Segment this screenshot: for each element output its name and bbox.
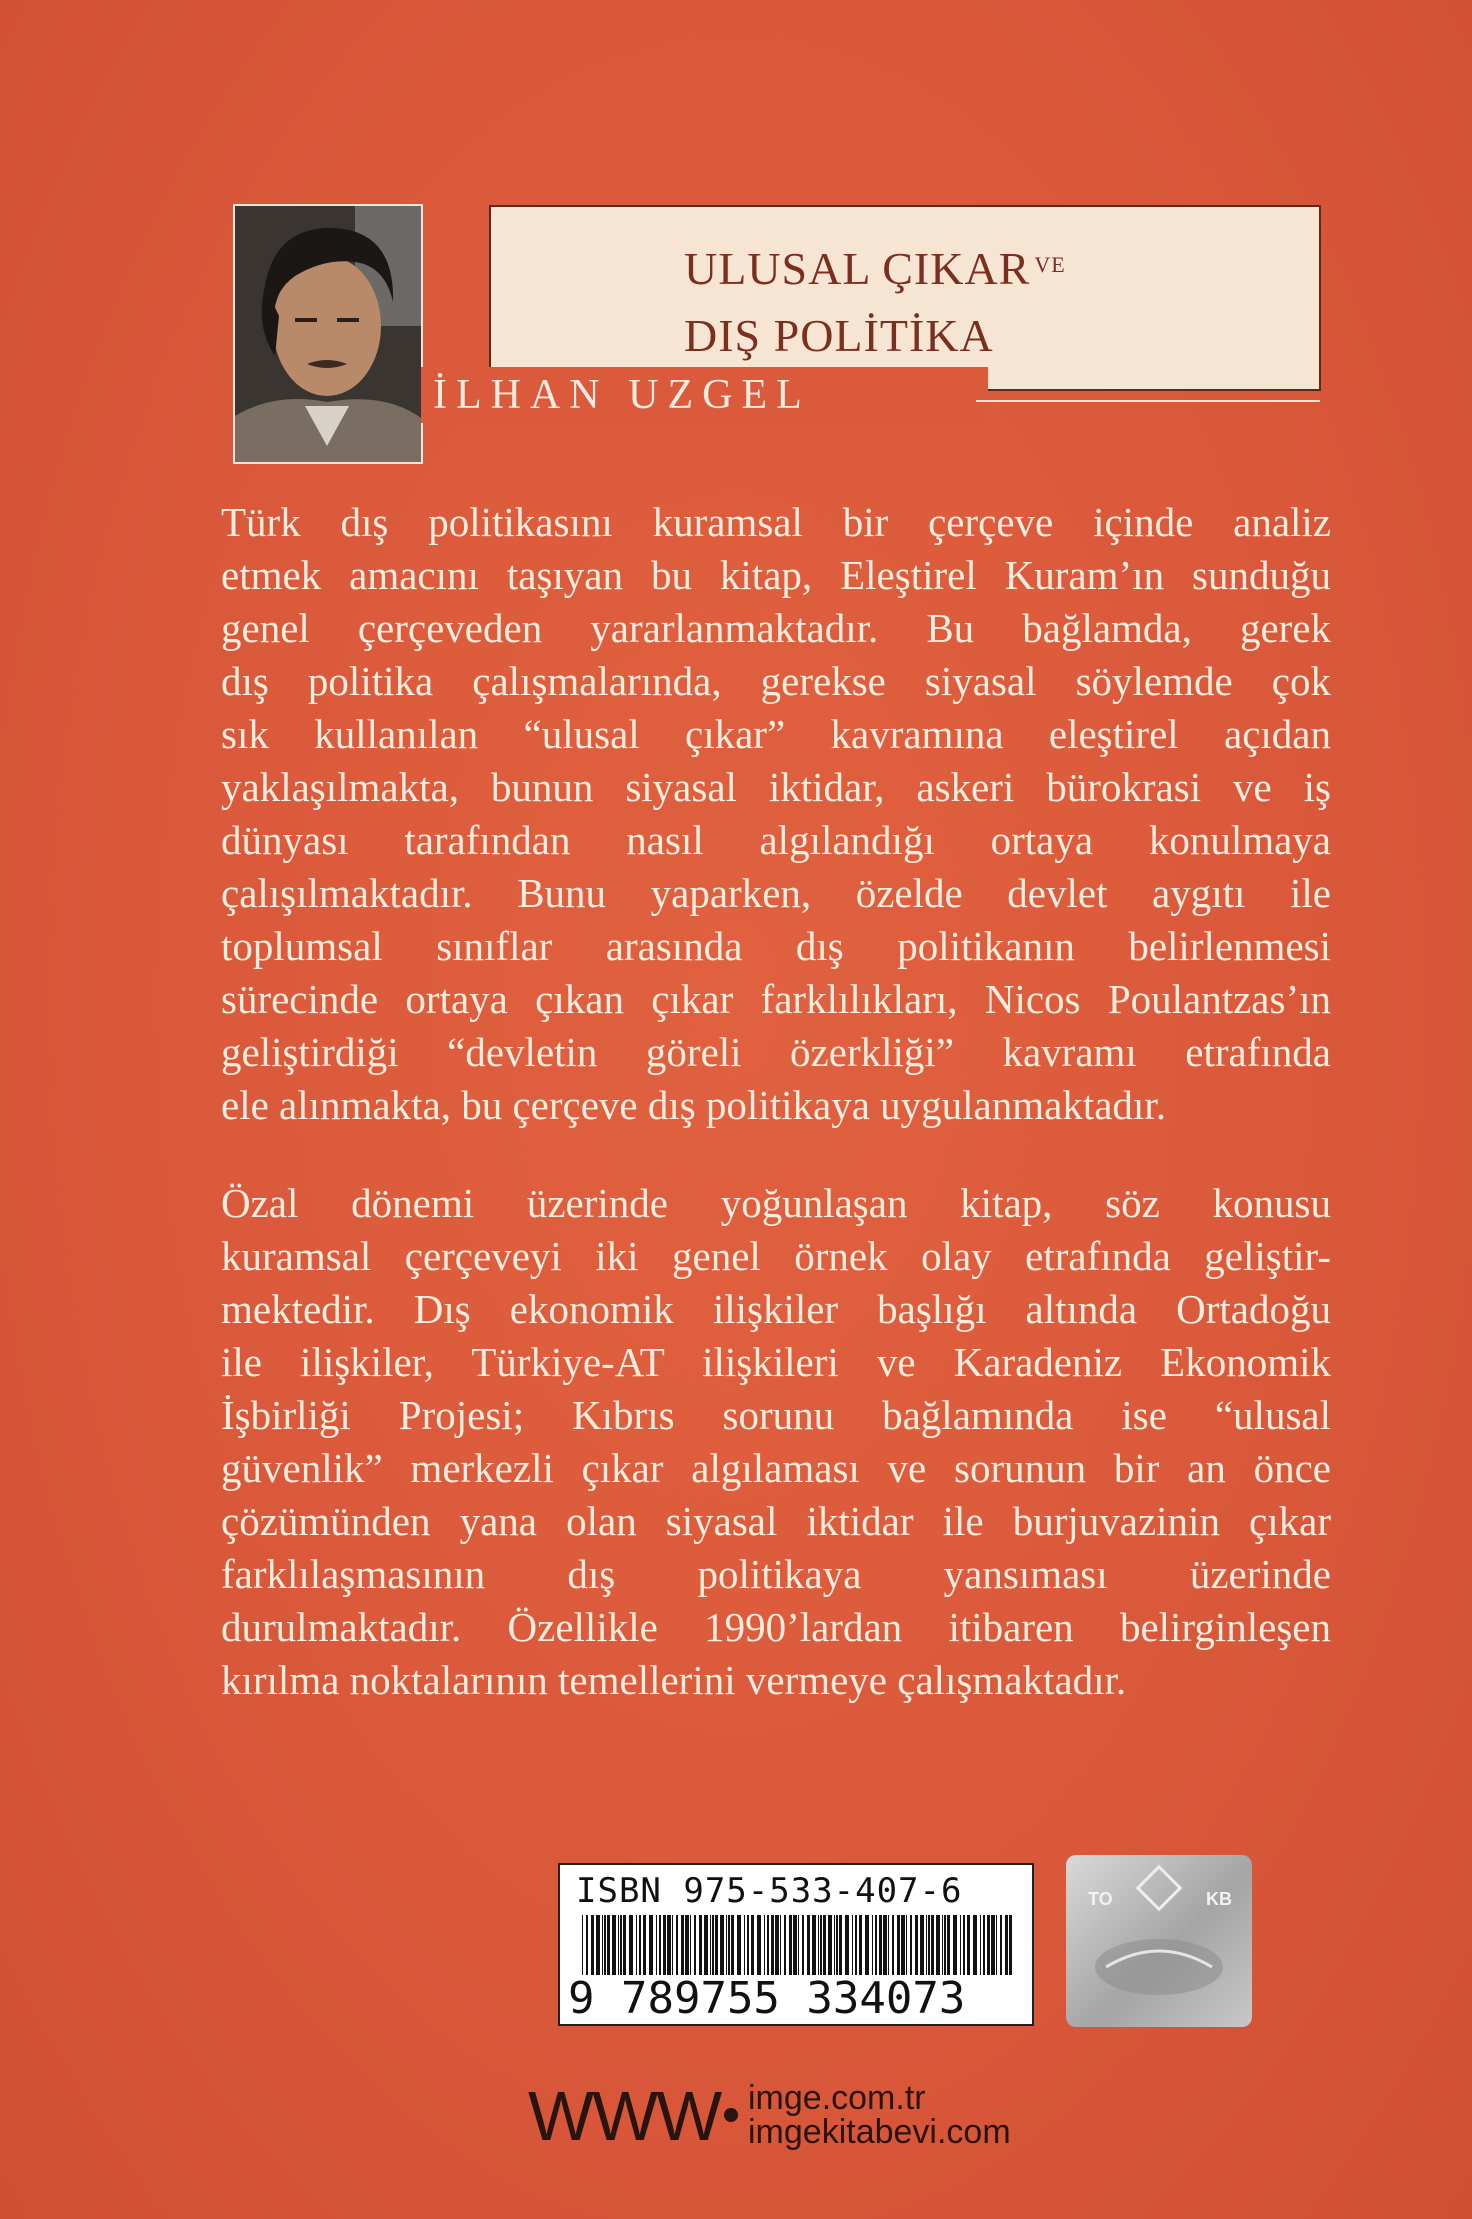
title-box <box>489 205 1321 391</box>
barcode-bar <box>915 1915 918 1975</box>
text-line: güvenlik” merkezli çıkar algılaması ve sorunun bir an önce <box>221 1445 1331 1491</box>
barcode-bar <box>883 1915 887 1975</box>
www-text: WWW <box>528 2077 721 2155</box>
barcode-bar <box>618 1915 619 1975</box>
barcode-bar <box>731 1915 734 1975</box>
barcode-bar <box>942 1915 943 1975</box>
barcode-bar <box>926 1915 927 1975</box>
barcode-bar <box>836 1915 838 1975</box>
barcode-bar <box>928 1915 930 1975</box>
barcode-bar <box>852 1915 853 1975</box>
text-line: sık kullanılan “ulusal çıkar” kavramına eleştirel açıdan <box>221 711 1331 757</box>
barcode-bar <box>963 1915 965 1975</box>
barcode-bar <box>812 1915 816 1975</box>
barcode-bar <box>879 1915 882 1975</box>
barcode-bar <box>996 1915 997 1975</box>
hologram-sticker <box>1066 1855 1252 2027</box>
barcode-bar <box>764 1915 765 1975</box>
barcode-bar <box>798 1915 799 1975</box>
barcode-bar <box>694 1915 696 1975</box>
barcode-bar <box>639 1915 641 1975</box>
barcode-bar <box>802 1915 804 1975</box>
barcode-bar <box>607 1915 610 1975</box>
website-url-1[interactable]: imge.com.tr <box>748 2079 926 2117</box>
text-line: farklılaşmasının dış politikaya yansıması üzerinde <box>221 1551 1331 1597</box>
barcode-bar <box>582 1915 583 1975</box>
barcode-bar <box>875 1915 877 1975</box>
text-line: ile ilişkiler, Türkiye-AT ilişkileri ve Karadeniz Ekonomik <box>221 1339 1331 1385</box>
barcode-bar <box>623 1915 626 1975</box>
barcode-bar <box>980 1915 981 1975</box>
barcode-bar <box>967 1915 970 1975</box>
barcode-bar <box>855 1915 857 1975</box>
barcode-bar <box>953 1915 957 1975</box>
barcode-bar <box>823 1915 826 1975</box>
barcode-bar <box>780 1915 781 1975</box>
isbn-label: ISBN 975-533-407-6 <box>576 1871 963 1911</box>
description-paragraph-1 <box>221 496 1331 1132</box>
text-line: toplumsal sınıflar arasında dış politikanın belirlenmesi <box>221 923 1331 969</box>
barcode-bar <box>834 1915 835 1975</box>
text-line: çözümünden yana olan siyasal iktidar ile burjuvazinin çıkar <box>221 1498 1331 1544</box>
text-line: dış politika çalışmalarında, gerekse siyasal söylemde çok <box>221 658 1331 704</box>
text-line: dünyası tarafından nasıl algılandığı ortaya konulmaya <box>221 817 1331 863</box>
barcode-bar <box>676 1915 678 1975</box>
barcode-bar <box>910 1915 912 1975</box>
barcode-bar <box>744 1915 745 1975</box>
barcode-bar <box>960 1915 961 1975</box>
barcode-bar <box>897 1915 900 1975</box>
barcode-bar <box>771 1915 774 1975</box>
barcode-bar <box>604 1915 606 1975</box>
barcode-bar <box>672 1915 673 1975</box>
barcode-bar <box>936 1915 940 1975</box>
barcode-bar <box>656 1915 657 1975</box>
barcode-bar <box>663 1915 666 1975</box>
title-ve: VE <box>1034 252 1066 277</box>
barcode-bar <box>793 1915 797 1975</box>
barcode-bar <box>620 1915 622 1975</box>
text-line: geliştirdiği “devletin göreli özerkliği” kavramı etrafında <box>221 1029 1331 1075</box>
barcode-bar <box>872 1915 873 1975</box>
isbn-barcode <box>558 1863 1034 2026</box>
author-divider <box>976 400 1320 402</box>
barcode-bar <box>710 1915 711 1975</box>
barcode-bar <box>712 1915 714 1975</box>
text-line: mektedir. Dış ekonomik ilişkiler başlığı altında Ortadoğu <box>221 1286 1331 1332</box>
barcode-bar <box>659 1915 661 1975</box>
barcode-bar <box>699 1915 702 1975</box>
barcode-bar <box>629 1915 633 1975</box>
text-line: genel çerçeveden yararlanmaktadır. Bu bağlamda, gerek <box>221 605 1331 651</box>
barcode-bar <box>636 1915 637 1975</box>
barcode-bar <box>602 1915 603 1975</box>
author-photo <box>233 204 423 464</box>
barcode-bar <box>767 1915 769 1975</box>
text-line: etmek amacını taşıyan bu kitap, Eleştirel Kuram’ın sunduğu <box>221 552 1331 598</box>
hologram-emblem-icon <box>1066 1855 1252 2027</box>
ean-number: 9 789755 334073 <box>568 1973 966 2024</box>
text-line: yaklaşılmakta, bunun siyasal iktidar, askeri bürokrasi ve iş <box>221 764 1331 810</box>
text-line: Türk dış politikasını kuramsal bir çerçeve içinde analiz <box>221 499 1331 545</box>
text-line: ele alınmakta, bu çerçeve dış politikaya uygulanmaktadır. <box>221 1082 1166 1128</box>
author-portrait-image <box>235 206 421 462</box>
barcode-bar <box>775 1915 779 1975</box>
hologram-text-left: TO <box>1088 1889 1113 1909</box>
hologram-text-right: KB <box>1206 1889 1232 1909</box>
text-line: kuramsal çerçeveyi iki genel örnek olay etrafında geliştir- <box>221 1233 1331 1279</box>
barcode-bar <box>685 1915 689 1975</box>
barcode-bar <box>1000 1915 1002 1975</box>
barcode-bar <box>747 1915 749 1975</box>
barcode-bar <box>789 1915 792 1975</box>
barcode-bar <box>859 1915 862 1975</box>
barcode-bar <box>931 1915 934 1975</box>
barcode-bar <box>865 1915 869 1975</box>
text-line: çalışılmaktadır. Bunu yaparken, özelde devlet aygıtı ile <box>221 870 1331 916</box>
barcode-bar <box>983 1915 985 1975</box>
title-line-1 <box>684 242 1066 295</box>
barcode-bar <box>720 1915 724 1975</box>
barcode-bar <box>591 1915 594 1975</box>
barcode-bar <box>991 1915 995 1975</box>
text-line: Özal dönemi üzerinde yoğunlaşan kitap, söz konusu <box>221 1180 1331 1226</box>
description-paragraph-2 <box>221 1177 1331 1707</box>
text-line: sürecinde ortaya çıkan çıkar farklılıkları, Nicos Poulantzas’ın <box>221 976 1331 1022</box>
barcode-bar <box>807 1915 810 1975</box>
barcode-bar <box>973 1915 977 1975</box>
barcode-bar <box>612 1915 616 1975</box>
text-line: İşbirliği Projesi; Kıbrıs sorunu bağlamında ise “ulusal <box>221 1392 1331 1438</box>
barcode-bar <box>892 1915 894 1975</box>
text-line: kırılma noktalarının temellerini vermeye çalışmaktadır. <box>221 1657 1127 1703</box>
barcode-bar <box>704 1915 708 1975</box>
barcode-bar <box>906 1915 907 1975</box>
barcode-bar <box>947 1915 950 1975</box>
barcode-bars <box>582 1915 1012 1975</box>
barcode-bar <box>728 1915 730 1975</box>
barcode-bar <box>845 1915 849 1975</box>
barcode-bar <box>751 1915 754 1975</box>
barcode-bar <box>888 1915 889 1975</box>
barcode-bar <box>784 1915 786 1975</box>
barcode-bar <box>737 1915 741 1975</box>
barcode-bar <box>920 1915 924 1975</box>
barcode-bar <box>667 1915 671 1975</box>
bullet-dot-icon <box>724 2108 738 2122</box>
barcode-bar <box>715 1915 718 1975</box>
text-line: durulmaktadır. Özellikle 1990’lardan itibaren belirginleşen <box>221 1604 1331 1650</box>
barcode-bar <box>987 1915 990 1975</box>
barcode-bar <box>690 1915 691 1975</box>
barcode-bar <box>901 1915 905 1975</box>
barcode-bar <box>586 1915 588 1975</box>
website-url-2[interactable]: imgekitabevi.com <box>748 2113 1011 2151</box>
barcode-bar <box>649 1915 653 1975</box>
barcode-bar <box>726 1915 727 1975</box>
barcode-bar <box>944 1915 946 1975</box>
barcode-bar <box>839 1915 842 1975</box>
barcode-bar <box>681 1915 684 1975</box>
barcode-bar <box>828 1915 832 1975</box>
barcode-bar <box>820 1915 822 1975</box>
title-line-2: DIŞ POLİTİKA <box>684 310 994 361</box>
barcode-bar <box>818 1915 819 1975</box>
barcode-bar <box>1005 1915 1008 1975</box>
barcode-bar <box>596 1915 600 1975</box>
barcode-bar <box>757 1915 761 1975</box>
title-main: ULUSAL ÇIKAR <box>684 243 1031 294</box>
barcode-bar <box>643 1915 646 1975</box>
barcode-bar <box>1009 1915 1012 1975</box>
author-name: İLHAN UZGEL <box>421 367 988 423</box>
